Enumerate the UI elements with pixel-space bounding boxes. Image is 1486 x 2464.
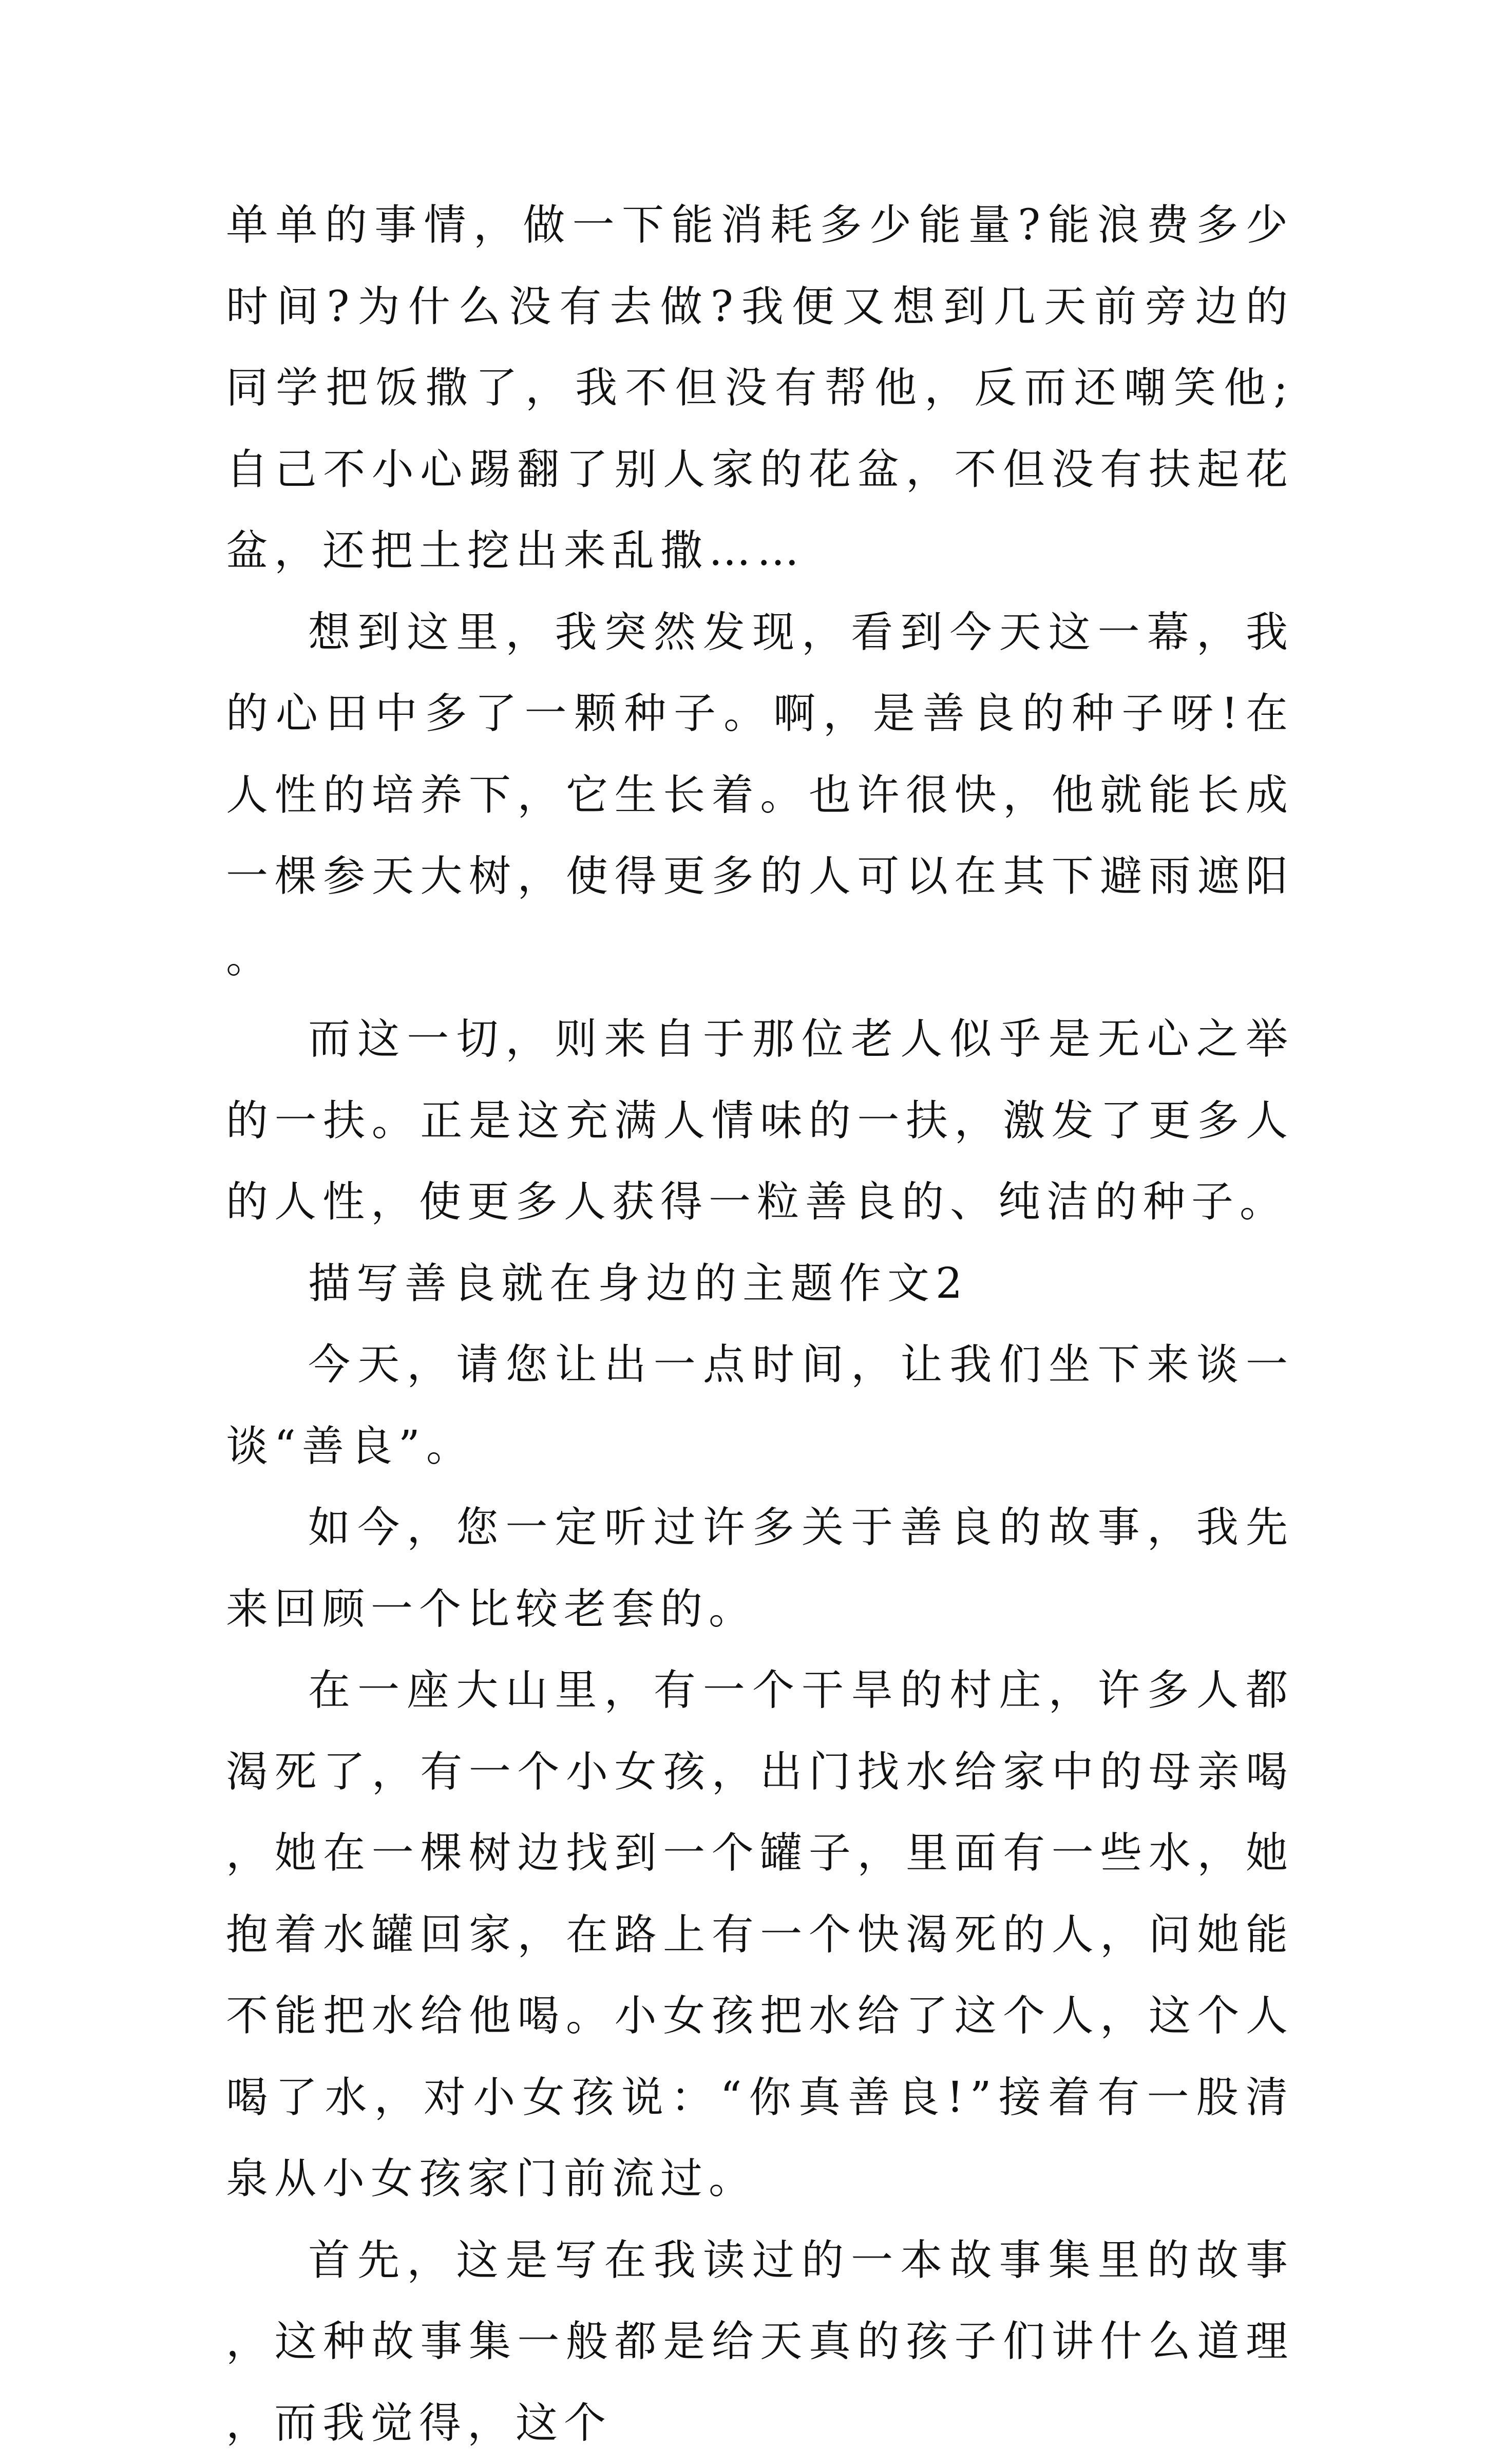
paragraph-6: 在一座大山里，有一个干旱的村庄，许多人都渴死了，有一个小女孩，出门找水给家中的母亲喝，她在一棵树边找到一个罐子，里面有一些水，她抱着水罐回家，在路上有一个快渴死的人，问她能不能把水给他喝。小女孩把水给了这个人，这个人喝了水，对小女孩说：“你真善良!”接着有一股清泉从小女孩家门前流过。 bbox=[226, 1650, 1294, 2220]
paragraph-5: 如今，您一定听过许多关于善良的故事，我先来回顾一个比较老套的。 bbox=[226, 1487, 1294, 1650]
section-heading: 描写善良就在身边的主题作文2 bbox=[226, 1243, 1294, 1325]
paragraph-4: 今天，请您让出一点时间，让我们坐下来谈一谈“善良”。 bbox=[226, 1324, 1294, 1487]
paragraph-7: 首先，这是写在我读过的一本故事集里的故事，这种故事集一般都是给天真的孩子们讲什么道理，而我觉得，这个 bbox=[226, 2220, 1294, 2464]
paragraph-2: 想到这里，我突然发现，看到今天这一幕，我的心田中多了一颗种子。啊，是善良的种子呀!在人性的培养下，它生长着。也许很快，他就能长成一棵参天大树，使得更多的人可以在其下避雨遮阳。 bbox=[226, 592, 1294, 999]
paragraph-3: 而这一切，则来自于那位老人似乎是无心之举的一扶。正是这充满人情味的一扶，激发了更多人的人性，使更多人获得一粒善良的、纯洁的种子。 bbox=[226, 999, 1294, 1243]
paragraph-1: 单单的事情，做一下能消耗多少能量?能浪费多少时间?为什么没有去做?我便又想到几天前旁边的同学把饭撒了，我不但没有帮他，反而还嘲笑他;自己不小心踢翻了别人家的花盆，不但没有扶起花盆，还把土挖出来乱撒…… bbox=[226, 185, 1294, 592]
document-body bbox=[226, 185, 1294, 2464]
